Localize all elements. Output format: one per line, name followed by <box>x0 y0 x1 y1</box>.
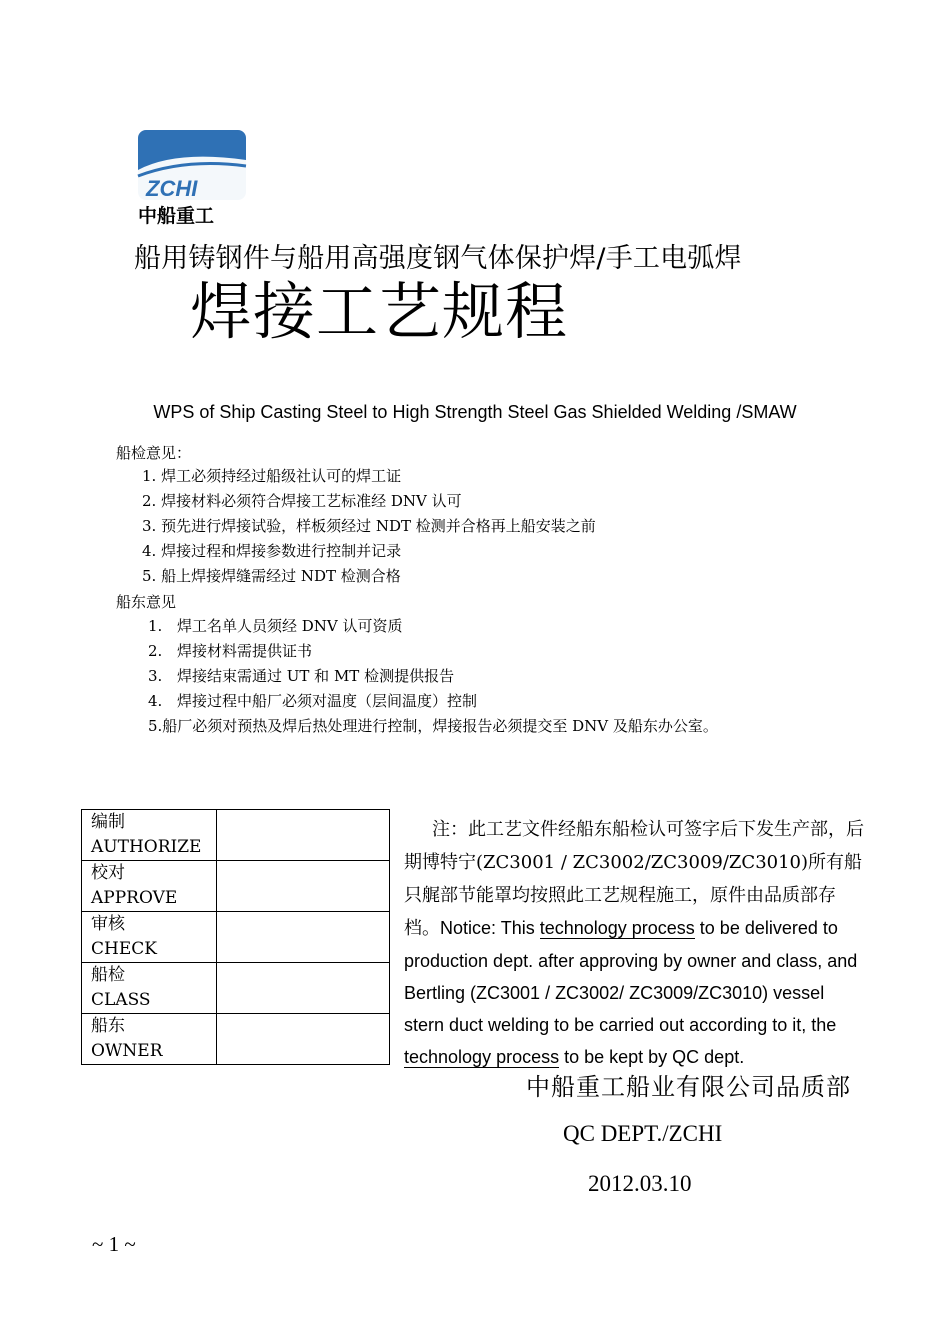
owner-opinion-item: 焊接结束需通过 UT 和 MT 检测提供报告 <box>177 667 455 685</box>
table-row <box>82 1014 390 1065</box>
page-number: ~ 1 ~ <box>92 1232 136 1256</box>
sign-label-en: CHECK <box>91 939 157 959</box>
sign-label-cn: 船检 <box>91 965 125 985</box>
sign-label-en: AUTHORIZE <box>91 837 202 857</box>
signature-cell <box>217 1014 390 1065</box>
qc-department-cn: 中船重工船业有限公司品质部 <box>526 1073 851 1101</box>
svg-text:ZCHI: ZCHI <box>146 176 198 201</box>
notice-en: Notice: This <box>440 918 540 938</box>
signature-table <box>81 809 390 1065</box>
owner-opinion-item: 5.船厂必须对预热及焊后热处理进行控制，焊接报告必须提交至 DNV 及船东办公室。 <box>148 717 718 735</box>
notice-en-underlined: technology process <box>404 1047 560 1067</box>
owner-opinion-item: 焊工名单人员须经 DNV 认可资质 <box>177 617 403 635</box>
signature-cell <box>217 810 390 861</box>
notice-en-underlined: technology process <box>539 918 695 938</box>
table-row <box>82 861 390 912</box>
company-logo <box>136 130 248 226</box>
class-opinion-item: 1. 焊工必须持经过船级社认可的焊工证 <box>142 467 402 485</box>
sign-label-cn: 校对 <box>91 863 125 883</box>
notice-en: to be kept by QC dept. <box>559 1047 745 1067</box>
sign-label-en: OWNER <box>91 1041 163 1061</box>
signature-cell <box>217 861 390 912</box>
issue-date: 2012.03.10 <box>588 1171 692 1196</box>
owner-opinion-item: 焊接材料需提供证书 <box>177 642 313 660</box>
class-opinion-item: 2. 焊接材料必须符合焊接工艺标准经 DNV 认可 <box>142 492 462 510</box>
class-opinion-item: 3. 预先进行焊接试验，样板须经过 NDT 检测并合格再上船安装之前 <box>142 517 596 535</box>
owner-opinion-item-num: 1. <box>148 617 163 635</box>
signature-cell <box>217 963 390 1014</box>
qc-department-en: QC DEPT./ZCHI <box>563 1121 723 1146</box>
signature-cell <box>217 912 390 963</box>
owner-opinion-item-num: 4. <box>148 692 163 710</box>
document-subtitle-cn: 船用铸钢件与船用高强度钢气体保护焊/手工电弧焊 <box>134 243 742 274</box>
logo-cn-text: 中船重工 <box>138 205 215 226</box>
table-row <box>82 810 390 861</box>
notice-cn: 注：此工艺文件经船东船检认可签字后下发生产部，后期博特宁(ZC3001 / ZC3002/ZC3009/ZC3010)所有船只艉部节能罩均按照此工艺规程施工，原件由品质部存档。 <box>404 819 864 939</box>
sign-label-en: APPROVE <box>91 888 178 908</box>
class-opinion-heading: 船检意见： <box>116 444 192 462</box>
notice-en: to be delivered to production dept. after approving by owner and class, and Bertling (ZC3001 / ZC3002/ ZC3009/ZC3010) vessel stern duct welding to be carried out according to it, the <box>404 918 858 1035</box>
class-opinion-item: 5. 船上焊接焊缝需经过 NDT 检测合格 <box>142 567 401 585</box>
owner-opinion-heading: 船东意见 <box>116 593 177 611</box>
sign-label-en: CLASS <box>91 990 151 1010</box>
owner-opinion-item-num: 3. <box>148 667 163 685</box>
notice-paragraph <box>404 813 864 1073</box>
sign-label-cn: 船东 <box>91 1016 125 1036</box>
sign-label-cn: 审核 <box>91 914 125 934</box>
table-row <box>82 912 390 963</box>
table-row <box>82 963 390 1014</box>
owner-opinion-item-num: 2. <box>148 642 163 660</box>
class-opinion-item: 4. 焊接过程和焊接参数进行控制并记录 <box>142 542 402 560</box>
sign-label-cn: 编制 <box>91 812 125 832</box>
document-title-en: WPS of Ship Casting Steel to High Strength Steel Gas Shielded Welding /SMAW <box>153 402 797 422</box>
document-title: 焊接工艺规程 <box>190 275 569 348</box>
owner-opinion-item: 焊接过程中船厂必须对温度（层间温度）控制 <box>177 692 478 710</box>
